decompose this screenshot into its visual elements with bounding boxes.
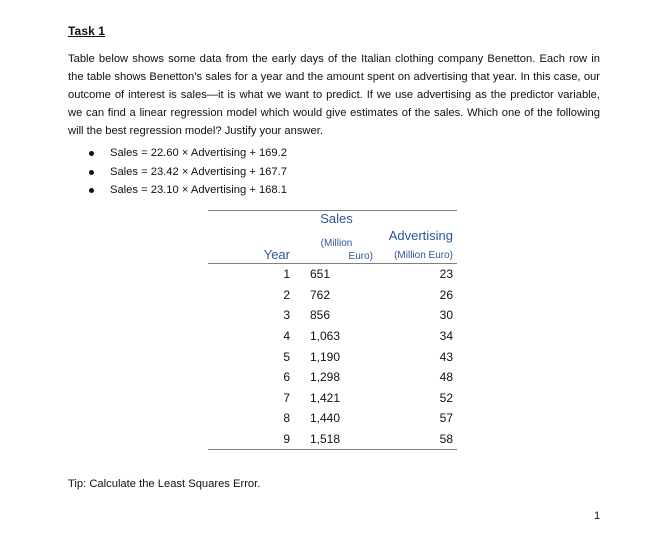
sales-cell: 1,190	[310, 349, 341, 364]
benetton-data-table	[208, 210, 457, 450]
advertising-cell: 43	[439, 349, 453, 364]
advertising-cell: 48	[439, 370, 453, 385]
year-cell: 9	[208, 429, 294, 450]
task-title: Task 1	[68, 24, 106, 38]
advertising-cell: 34	[439, 329, 453, 344]
sales-cell: 1,421	[310, 390, 341, 405]
year-cell: 1	[283, 267, 290, 282]
advertising-cell: 30	[439, 308, 453, 323]
advertising-header-spacer	[373, 211, 457, 228]
table-row	[208, 408, 457, 429]
sales-cell: 762	[310, 287, 331, 302]
page-number: 1	[594, 510, 601, 522]
table-row	[208, 326, 457, 347]
sales-cell: 1,518	[294, 429, 373, 450]
table-row	[208, 346, 457, 367]
table-row	[208, 367, 457, 388]
year-cell: 5	[283, 349, 290, 364]
sales-cell: 1,298	[310, 370, 341, 385]
advertising-title: Advertising	[388, 228, 453, 243]
table-row	[208, 429, 457, 450]
task-description: Table below shows some data from the early days of the Italian clothing company Benetton. Each row in the table shows Benetton’s sales for a year and the amount spent on advertising that year. In this case, our outcome of interest is sales—it is what we want to predict. If we use advertising as the predictor variable, we can find a linear regression model which would give estimates of the sales. Which one of the following will the best regression model? Justify your answer.	[68, 53, 600, 137]
sales-cell: 1,440	[310, 411, 341, 426]
year-cell: 2	[283, 287, 290, 302]
table-row	[208, 264, 457, 285]
model-option: Sales = 22.60 × Advertising + 169.2	[88, 144, 287, 163]
tip-text: Tip: Calculate the Least Squares Error.	[68, 478, 261, 490]
advertising-unit: (Million Euro)	[394, 250, 453, 261]
sales-cell: 1,063	[310, 329, 341, 344]
year-cell: 8	[283, 411, 290, 426]
advertising-cell: 23	[439, 267, 453, 282]
year-header-spacer	[208, 211, 294, 228]
sales-unit-header	[294, 227, 373, 264]
advertising-cell: 57	[439, 411, 453, 426]
advertising-header	[373, 227, 457, 264]
table-row	[208, 305, 457, 326]
sales-unit-line-2: Euro)	[348, 251, 373, 262]
advertising-cell: 58	[373, 429, 457, 450]
table-row	[208, 388, 457, 409]
sales-header: Sales	[294, 211, 373, 228]
table-row	[208, 285, 457, 306]
year-cell: 3	[283, 308, 290, 323]
model-options-list	[88, 144, 287, 200]
sales-cell: 651	[310, 267, 331, 282]
advertising-cell: 26	[439, 287, 453, 302]
sales-cell: 856	[310, 308, 331, 323]
model-option: Sales = 23.10 × Advertising + 168.1	[88, 181, 287, 200]
year-cell: 6	[283, 370, 290, 385]
year-header: Year	[208, 227, 294, 264]
model-option: Sales = 23.42 × Advertising + 167.7	[88, 163, 287, 182]
advertising-cell: 52	[439, 390, 453, 405]
year-cell: 4	[283, 329, 290, 344]
sales-unit-line-1: (Million	[320, 238, 353, 249]
year-cell: 7	[283, 390, 290, 405]
